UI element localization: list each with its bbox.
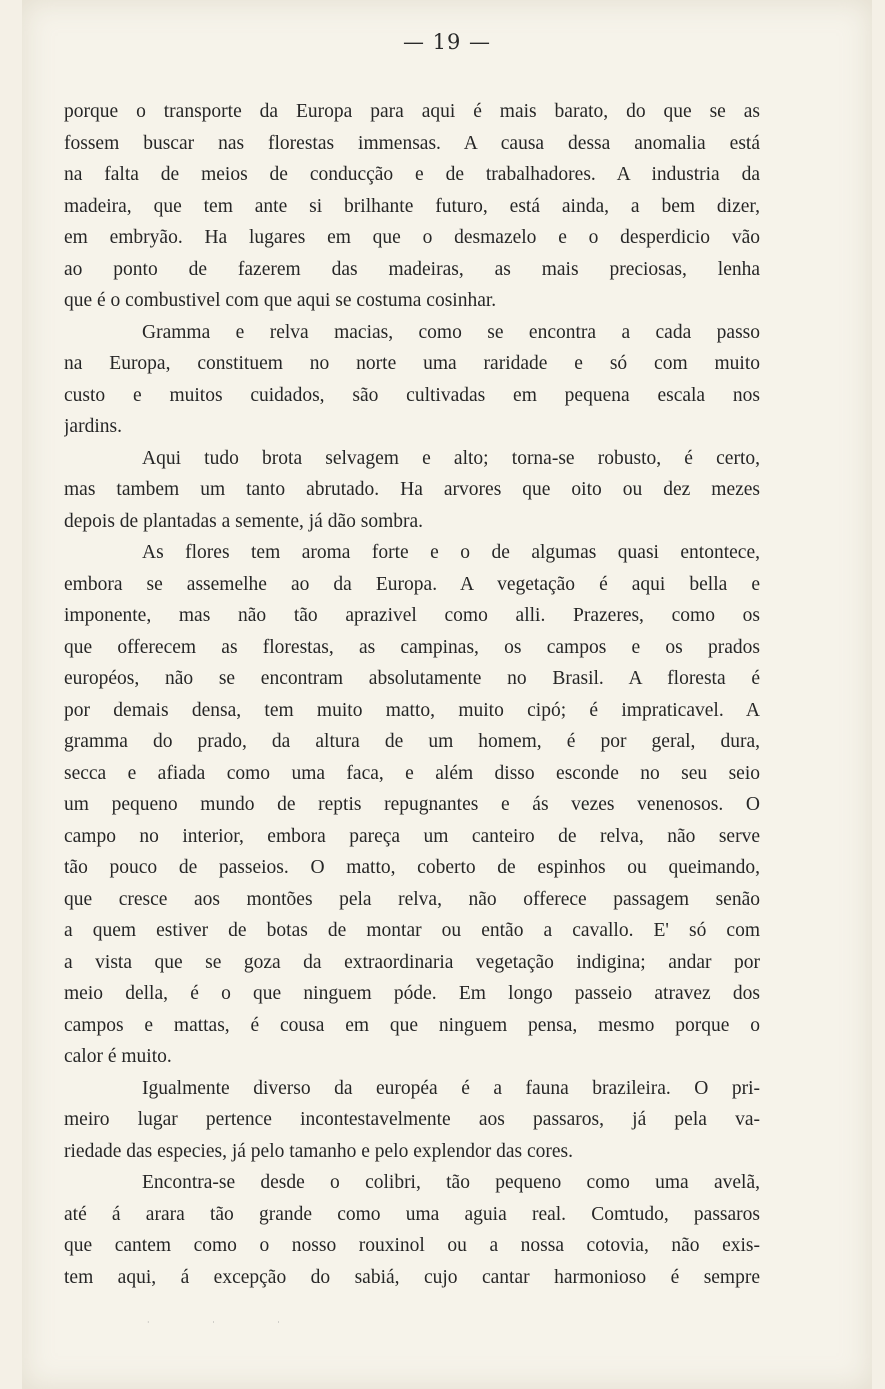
text-line: mas tambem um tanto abrutado. Ha arvores que oito ou dez mezes (64, 479, 760, 500)
paragraph (64, 537, 760, 1073)
text-line: madeira, que tem ante si brilhante futuro, está ainda, a bem dizer, (64, 195, 760, 217)
text-line: que é o combustivel com que aqui se costuma cosinhar. (64, 290, 497, 311)
text-line: a quem estiver de botas de montar ou então a cavallo. E' só com (64, 920, 760, 941)
text-line: calor é muito. (64, 1046, 172, 1067)
text-line: jardins. (64, 416, 122, 437)
text-line: que cantem como o nosso rouxinol ou a nossa cotovia, não exis- (64, 1235, 760, 1256)
text-line: que cresce aos montões pela relva, não offerece passagem senão (64, 888, 760, 910)
text-line: Gramma e relva macias, como se encontra a cada passo (142, 321, 760, 343)
paragraph (64, 317, 760, 443)
text-line: européos, não se encontram absolutamente no Brasil. A floresta é (64, 668, 760, 689)
text-line: porque o transporte da Europa para aqui é mais barato, do que se as (64, 101, 760, 122)
text-line: tão pouco de passeios. O matto, coberto de espinhos ou queimando, (64, 857, 760, 878)
paragraph (64, 1073, 760, 1168)
text-line: a vista que se goza da extraordinaria vegetação indigina; andar por (64, 951, 760, 973)
paper-specks: · · · (147, 1318, 310, 1327)
paragraph (64, 1167, 760, 1293)
text-line: Encontra-se desde o colibri, tão pequeno como uma avelã, (142, 1172, 760, 1193)
text-line: Aqui tudo brota selvagem e alto; torna-se robusto, é certo, (142, 447, 760, 469)
text-line: fossem buscar nas florestas immensas. A causa dessa anomalia está (64, 132, 760, 154)
text-line: imponente, mas não tão aprazivel como alli. Prazeres, como os (64, 605, 760, 626)
text-line: Igualmente diverso da européa é a fauna brazileira. O pri- (142, 1077, 760, 1099)
text-line: na Europa, constituem no norte uma raridade e só com muito (64, 353, 760, 374)
text-line: um pequeno mundo de reptis repugnantes e ás vezes venenosos. O (64, 794, 760, 815)
paragraph (64, 96, 760, 317)
text-line: campo no interior, embora pareça um canteiro de relva, não serve (64, 825, 760, 847)
text-line: custo e muitos cuidados, são cultivadas em pequena escala nos (64, 384, 760, 406)
text-line: riedade das especies, já pelo tamanho e pelo explendor das cores. (64, 1140, 573, 1162)
text-line: As flores tem aroma forte e o de algumas quasi entontece, (142, 542, 760, 563)
text-line: campos e mattas, é cousa em que ninguem pensa, mesmo porque o (64, 1014, 760, 1036)
paragraph (64, 443, 760, 538)
page-number: — 19 — (402, 30, 492, 54)
text-line: meio della, é o que ninguem póde. Em longo passeio atravez dos (64, 983, 760, 1004)
text-line: depois de plantadas a semente, já dão sombra. (64, 510, 424, 532)
text-line: que offerecem as florestas, as campinas, os campos e os prados (64, 636, 760, 658)
text-line: ao ponto de fazerem das madeiras, as mais preciosas, lenha (64, 258, 760, 280)
text-line: em embryão. Ha lugares em que o desmazelo e o desperdicio vão (64, 227, 760, 248)
text-line: na falta de meios de conducção e de trabalhadores. A industria da (64, 164, 760, 185)
text-line: até á arara tão grande como uma aguia real. Comtudo, passaros (64, 1203, 760, 1225)
text-line: embora se assemelhe ao da Europa. A vegetação é aqui bella e (64, 573, 760, 595)
text-line: por demais densa, tem muito matto, muito cipó; é impraticavel. A (64, 699, 760, 721)
text-line: meiro lugar pertence incontestavelmente aos passaros, já pela va- (64, 1109, 760, 1130)
body-text (64, 96, 760, 1293)
book-page (22, 0, 872, 1389)
text-line: secca e afiada como uma faca, e além disso esconde no seu seio (64, 762, 760, 784)
text-line: tem aqui, á excepção do sabiá, cujo cantar harmonioso é sempre (64, 1266, 760, 1288)
text-line: gramma do prado, da altura de um homem, é por geral, dura, (64, 731, 760, 752)
